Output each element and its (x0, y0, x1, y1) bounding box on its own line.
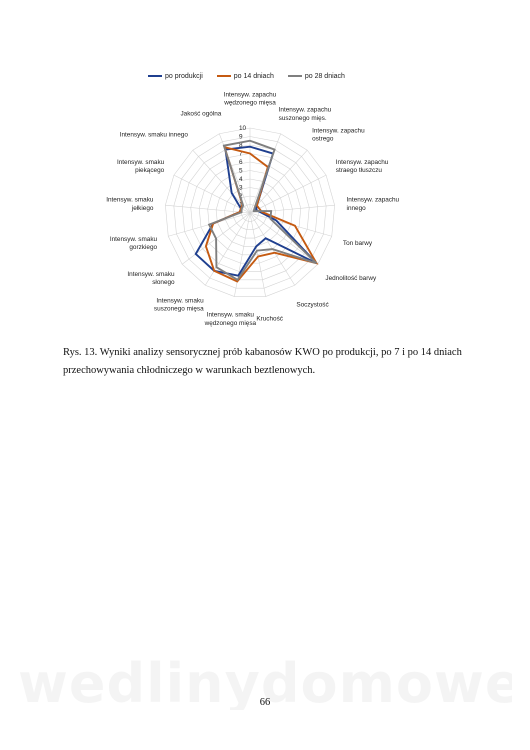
axis-label: Intensyw. zapachu straego tłuszczu (335, 158, 389, 175)
axis-label: Soczystość (296, 301, 329, 309)
axis-label: Intensyw. smaku jełkiego (106, 196, 154, 212)
axis-label: Jakość ogólna (180, 110, 222, 118)
legend-swatch (288, 75, 302, 77)
axis-label: Intensyw. smaku suszonego mięsa (153, 297, 204, 313)
page-number: 66 (259, 697, 271, 708)
axis-label: Intensyw. zapachu ostrego (312, 127, 365, 143)
axis-label: Intensyw. smaku piekącego (116, 158, 165, 175)
tick-label: 7 (239, 150, 243, 158)
tick-label: 4 (239, 176, 243, 184)
axis-label: Intensyw. zapachu wędzonego mięsa (223, 91, 277, 107)
legend-item (217, 73, 274, 80)
caption-line-2: przechowywania chłodniczego w warunkach beztlenowych. (63, 365, 316, 376)
caption-line-1: Rys. 13. Wyniki analizy sensorycznej prób kabanosów KWO po produkcji, po 7 i po 14 dniach (63, 347, 462, 358)
legend-label: po produkcji (165, 72, 203, 80)
axis-label: Ton barwy (342, 239, 373, 247)
tick-label: 5 (239, 167, 243, 175)
legend-label: po 14 dniach (233, 72, 274, 80)
axis-label: Intensyw. smaku wędzonego mięsa (204, 311, 257, 327)
axis-label: Intensyw. smaku innego (119, 131, 188, 139)
tick-label: 2 (239, 193, 243, 201)
legend-item (288, 73, 345, 80)
legend-swatch (217, 75, 231, 77)
legend-label: po 28 dniach (304, 72, 345, 80)
axis-label: Jednolitość barwy (325, 274, 377, 282)
axis-label: Intensyw. zapachu innego (346, 196, 400, 212)
series-line (206, 147, 317, 281)
tick-label: 6 (239, 159, 243, 167)
tick-label: 9 (239, 133, 243, 141)
axis-label: Intensyw. smaku słonego (127, 270, 175, 287)
legend-swatch (148, 75, 162, 77)
tick-label: 1 (239, 201, 243, 209)
figure-caption (63, 344, 468, 380)
axis-label: Intensyw. zapachu suszonego mięs. (278, 106, 332, 122)
radar-chart (0, 80, 530, 330)
axis-label: Kruchość (256, 315, 283, 323)
tick-label: 8 (239, 142, 243, 150)
axis-label: Intensyw. smaku gorzkiego (109, 235, 158, 251)
tick-label: 3 (239, 184, 243, 192)
legend-item (148, 73, 203, 80)
tick-label: 10 (239, 125, 247, 133)
